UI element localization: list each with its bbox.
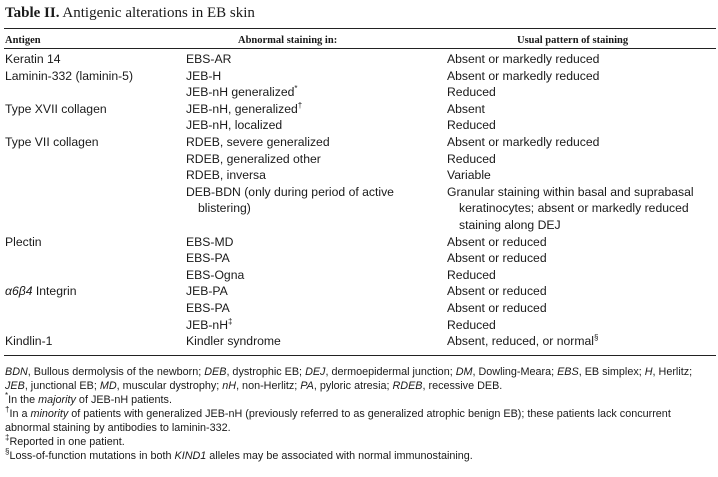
- abbreviation: DEJ: [305, 366, 326, 378]
- footnote: †In a minority of patients with generalized JEB-nH (previously referred to as generalized atrophic benign EB); these patients lack concurrent abnormal staining by antibodies to laminin-332.: [5, 405, 671, 434]
- footnote-mark: *: [294, 84, 298, 94]
- footnote: *In the majority of JEB-nH patients.: [5, 391, 172, 406]
- abnormal-staining-cont: blistering): [198, 201, 251, 216]
- footnote-abbreviations: BDN, Bullous dermolysis of the newborn; DEB, dystrophic EB; DEJ, dermoepidermal junction; DM, Dowling-Meara; EBS, EB simplex; H, Herlitz; JEB, junctional EB; MD, muscular dystrophy; nH, non-Herlitz; PA, pyloric atresia; RDEB, recessive DEB.: [5, 366, 693, 392]
- usual-pattern-cont: staining along DEJ: [459, 217, 561, 232]
- header-usual-pattern: Usual pattern of staining: [517, 35, 629, 46]
- abnormal-staining-cell: JEB-PA: [186, 284, 228, 299]
- footnote-mark: §: [5, 447, 10, 456]
- usual-pattern-cell: Reduced: [447, 151, 496, 166]
- abbreviation: RDEB: [392, 380, 423, 392]
- footnote-emphasis: minority: [30, 408, 69, 420]
- footnotes: [5, 365, 713, 463]
- top-rule: [4, 28, 716, 29]
- abnormal-staining-cell: JEB-nH, generalized†: [186, 100, 303, 116]
- table-title: [5, 3, 255, 23]
- abbreviation: DEB: [204, 366, 227, 378]
- usual-pattern-cell: Absent or markedly reduced: [447, 52, 600, 66]
- abbreviation: H: [644, 366, 653, 378]
- abbreviation: BDN: [5, 366, 28, 378]
- usual-pattern-cell: Absent or reduced: [447, 251, 547, 266]
- abnormal-staining-cell: EBS-MD: [186, 234, 234, 249]
- antigen-cell: Kindlin-1: [5, 334, 53, 349]
- abbreviation: JEB: [5, 380, 25, 392]
- antigen-cell: α6β4 Integrin: [5, 284, 77, 299]
- usual-pattern-cell: Reduced: [447, 85, 496, 100]
- usual-pattern-cell: Absent or reduced: [447, 301, 547, 315]
- footnote-mark: *: [5, 391, 9, 400]
- antigen-cell: Plectin: [5, 234, 42, 249]
- footnote-emphasis: KIND1: [174, 450, 207, 462]
- footnote-mark: ‡: [228, 316, 233, 326]
- usual-pattern-cell: Reduced: [447, 317, 496, 332]
- table-number: Table II.: [5, 5, 60, 21]
- footnote: ‡Reported in one patient.: [5, 433, 125, 448]
- abnormal-staining-cell: JEB-nH, localized: [186, 118, 283, 133]
- usual-pattern-cell: Granular staining within basal and suprabasal keratinocytes; absent or markedly reduced staining along DEJ: [447, 184, 715, 234]
- usual-pattern-cont: keratinocytes; absent or markedly reduced: [459, 201, 689, 216]
- abbreviation: MD: [99, 380, 117, 392]
- usual-pattern-cell: Reduced: [447, 118, 496, 133]
- usual-pattern-cell: Absent, reduced, or normal§: [447, 333, 599, 349]
- footnote: §Loss-of-function mutations in both KIND1 alleles may be associated with normal immunostaining.: [5, 447, 473, 462]
- abnormal-staining-cell: EBS-PA: [186, 251, 230, 266]
- abnormal-staining-cell: RDEB, inversa: [186, 168, 266, 183]
- antigen-cell: Type VII collagen: [5, 135, 99, 149]
- bottom-rule: [4, 355, 716, 356]
- header-rule: [4, 48, 716, 49]
- footnote-mark: †: [5, 405, 10, 414]
- abbreviation: PA: [300, 380, 314, 392]
- footnote-mark: ‡: [5, 433, 10, 442]
- footnote-mark: †: [297, 100, 303, 110]
- usual-pattern-cell: Absent or markedly reduced: [447, 68, 600, 83]
- usual-pattern-cell: Variable: [447, 168, 491, 183]
- header-antigen: Antigen: [5, 35, 41, 46]
- abbreviation: nH: [222, 380, 237, 392]
- abnormal-staining-cell: Kindler syndrome: [186, 334, 281, 349]
- antigen-cell: Type XVII collagen: [5, 101, 107, 116]
- table-caption: Antigenic alterations in EB skin: [62, 5, 255, 21]
- footnote-emphasis: majority: [38, 394, 76, 406]
- header-abnormal-staining: Abnormal staining in:: [238, 35, 338, 46]
- abnormal-staining-cell: DEB-BDN (only during period of active blistering): [186, 184, 436, 217]
- abnormal-staining-cell: JEB-H: [186, 68, 222, 83]
- antigen-cell: Laminin-332 (laminin-5): [5, 68, 134, 83]
- abnormal-staining-cell: EBS-PA: [186, 301, 230, 315]
- abnormal-staining-cell: EBS-Ogna: [186, 267, 245, 282]
- abbreviation: DM: [455, 366, 473, 378]
- usual-pattern-cell: Absent or reduced: [447, 284, 547, 299]
- usual-pattern-cell: Reduced: [447, 267, 496, 282]
- usual-pattern-cell: Absent or reduced: [447, 234, 547, 249]
- footnote-notes: [5, 393, 713, 463]
- abnormal-staining-cell: JEB-nH generalized*: [186, 84, 298, 100]
- footnote-mark: §: [594, 333, 599, 343]
- abnormal-staining-cell: JEB-nH‡: [186, 316, 233, 332]
- antigen-greek: α6β4: [5, 284, 33, 299]
- abnormal-staining-cell: RDEB, generalized other: [186, 151, 321, 166]
- abnormal-staining-cell: RDEB, severe generalized: [186, 135, 330, 149]
- abbreviation: EBS: [557, 366, 579, 378]
- usual-pattern-cell: Absent: [447, 101, 485, 116]
- antigen-cell: Keratin 14: [5, 52, 61, 66]
- abnormal-staining-cell: EBS-AR: [186, 52, 232, 66]
- usual-pattern-cell: Absent or markedly reduced: [447, 135, 600, 149]
